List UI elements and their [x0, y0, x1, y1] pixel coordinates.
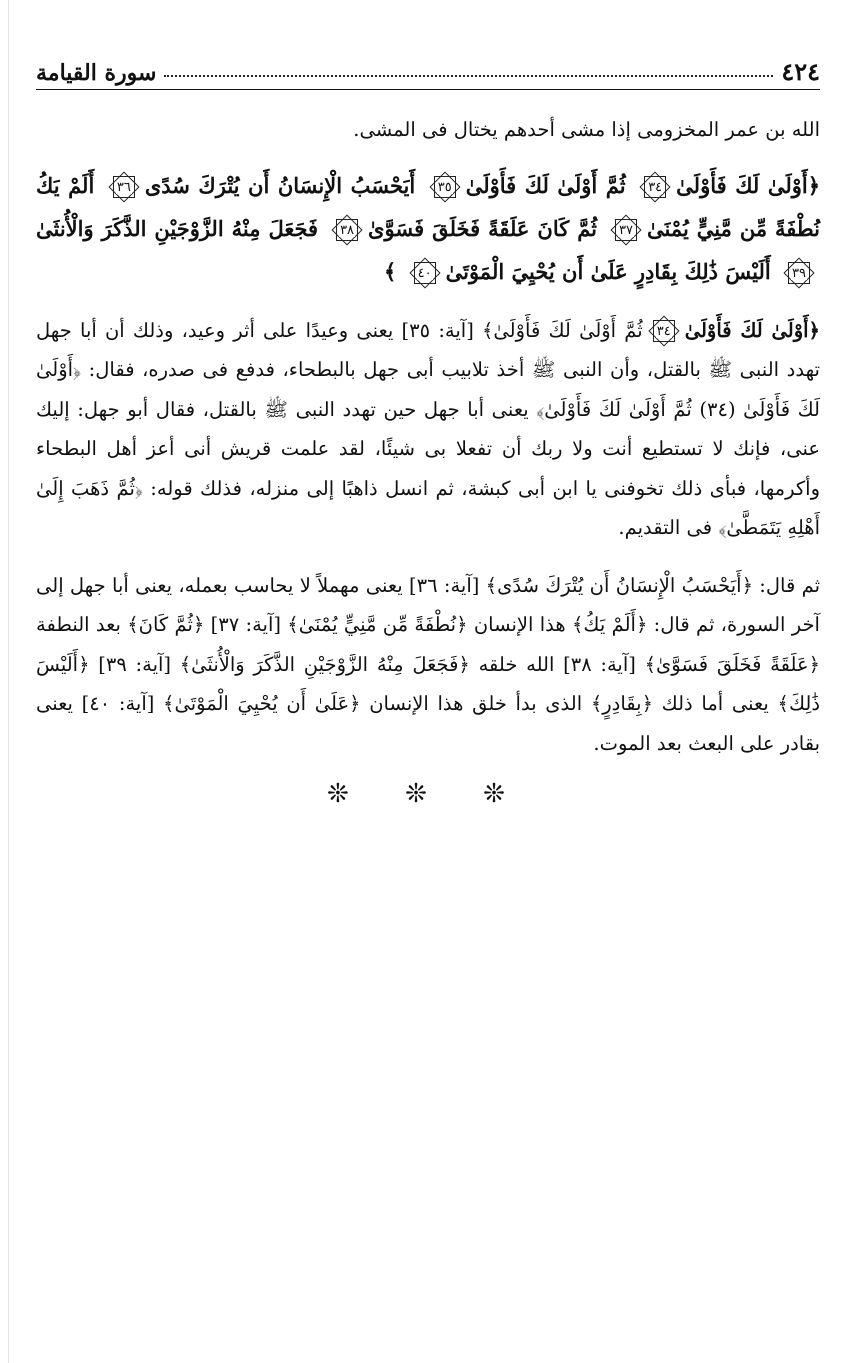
verse-text: ثُمَّ أَوْلَىٰ لَكَ فَأَوْلَىٰ — [465, 172, 626, 198]
quoted-verse: ﴿أَوْلَىٰ لَكَ فَأَوْلَىٰ — [684, 318, 820, 342]
header-dotted-leader — [164, 75, 773, 77]
paragraph-intro: الله بن عمر المخزومى إذا مشى أحدهم يختال فى المشى. — [353, 118, 820, 141]
verse-text: أَلَمْ يَكُ نُطْفَةً مِّن مَّنِيٍّ يُمْنَىٰ — [36, 172, 820, 241]
page-number: ٤٢٤ — [781, 57, 820, 86]
ayah-number-marker: ٣٤ — [649, 316, 679, 346]
quran-verses-block — [36, 164, 820, 293]
book-page — [36, 52, 820, 809]
ayah-number-marker: ٣٩ — [784, 258, 814, 288]
verse-text: فَجَعَلَ مِنْهُ الزَّوْجَيْنِ الذَّكَرَ وَالْأُنثَىٰ — [36, 215, 319, 241]
verse-text: أَلَيْسَ ذَٰلِكَ بِقَادِرٍ عَلَىٰ أَن يُحْيِيَ الْمَوْتَىٰ — [445, 258, 771, 284]
commentary-text: ثُمَّ أَوْلَىٰ لَكَ فَأَوْلَىٰ﴾ [آية: ٣٥] يعنى وعيدًا على أثر وعيد، وذلك أن أبا جهل تهدد النبى ﷺ بالقتل، وأن النبى ﷺ أخذ تلابيب أبى جهل بالبطحاء، فدفع فى صدره، فقال: ﴿أَوْلَىٰ لَكَ فَأَوْلَىٰ (٣٤) ثُمَّ أَوْلَىٰ لَكَ فَأَوْلَىٰ﴾ يعنى أبا جهل حين تهدد النبى ﷺ بالقتل، فقال أبو جهل: إليك عنى، فإنك لا تستطيع أنت ولا ربك أن تفعلا بى شيئًا، لقد علمت قريش أنى أعز أهل البطحاء وأكرمها، فبأى ذلك تخوفنى يا ابن أبى كبشة، ثم انسل ذاهبًا إلى منزله، فذلك قوله: ﴿ثُمَّ ذَهَبَ إِلَىٰ أَهْلِهِ يَتَمَطَّىٰ﴾ فى التقديم. — [36, 318, 821, 539]
ayah-number-marker: ٤٠ — [410, 258, 440, 288]
verse-40 — [404, 259, 771, 284]
surah-title: سورة القيامة — [36, 60, 157, 86]
verse-36 — [103, 173, 415, 198]
verse-35 — [424, 173, 626, 198]
ayah-number-marker: ٣٤ — [640, 172, 670, 202]
star-ornament: ❊ — [483, 779, 529, 809]
verse-text: ثُمَّ كَانَ عَلَقَةً فَخَلَقَ فَسَوَّىٰ — [368, 215, 598, 241]
paragraph-commentary-34-35 — [36, 311, 820, 548]
verse-38 — [326, 216, 597, 241]
verse-text: ﴿أَوْلَىٰ لَكَ فَأَوْلَىٰ — [676, 172, 821, 198]
section-separator — [36, 779, 820, 809]
star-ornament: ❊ — [327, 779, 373, 809]
star-ornament: ❊ — [405, 779, 451, 809]
ayah-number-marker: ٣٦ — [109, 172, 139, 202]
verse-text: أَيَحْسَبُ الْإِنسَانُ أَن يُتْرَكَ سُدًى — [144, 172, 416, 198]
ayah-number-marker: ٣٧ — [611, 215, 641, 245]
paragraph-commentary-36-40: ثم قال: ﴿أَيَحْسَبُ الْإِنسَانُ أَن يُتْرَكَ سُدًى﴾ [آية: ٣٦] يعنى مهملاً لا يحاسب بعمله، يعنى أبا جهل إلى آخر السورة، ثم قال: ﴿أَلَمْ يَكُ﴾ هذا الإنسان ﴿نُطْفَةً مِّن مَّنِيٍّ يُمْنَىٰ﴾ [آية: ٣٧] ﴿ثُمَّ كَانَ﴾ بعد النطفة ﴿عَلَقَةً فَخَلَقَ فَسَوَّىٰ﴾ [آية: ٣٨] الله خلقه ﴿فَجَعَلَ مِنْهُ الزَّوْجَيْنِ الذَّكَرَ وَالْأُنثَىٰ﴾ [آية: ٣٩] ﴿أَلَيْسَ ذَٰلِكَ﴾ يعنى أما ذلك ﴿بِقَادِرٍ﴾ الذى بدأ خلق هذا الإنسان ﴿عَلَىٰ أَن يُحْيِيَ الْمَوْتَىٰ﴾ [آية: ٤٠] يعنى بقادر على البعث بعد الموت. — [36, 573, 821, 755]
verses-closing-bracket: ﴾ — [383, 258, 397, 284]
ayah-number-marker: ٣٨ — [332, 215, 362, 245]
page-header — [36, 52, 820, 90]
page-edge-line — [8, 0, 9, 1363]
verse-34 — [634, 173, 820, 198]
ayah-number-marker: ٣٥ — [430, 172, 460, 202]
